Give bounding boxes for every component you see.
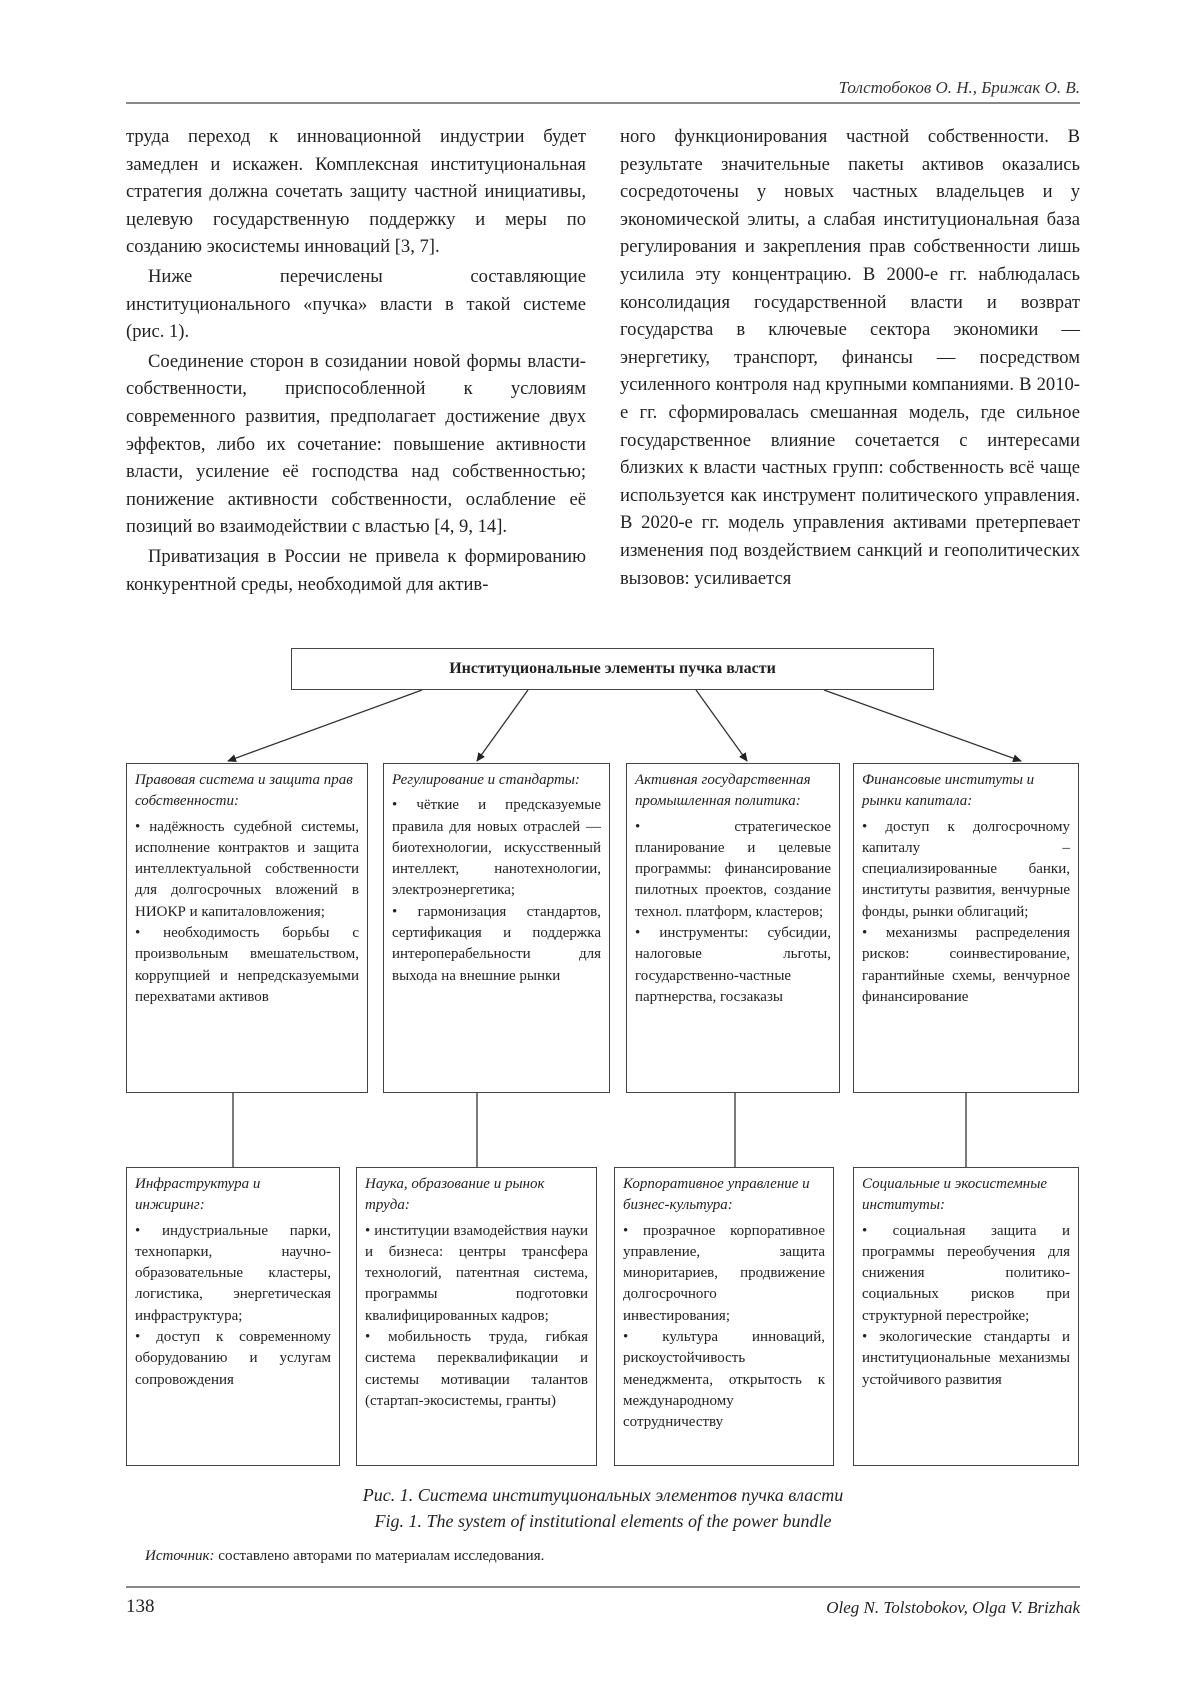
paragraph: Ниже перечислены составляющие институционального «пучка» власти в такой системе (рис. 1).	[126, 265, 586, 343]
element-box-science	[356, 1167, 597, 1466]
box-item: • чёткие и предсказуемые правила для новых отраслей — биотехнологии, искусственный интеллект, нанотехнологии, электроэнергетика;	[392, 795, 601, 901]
box-item: • доступ к современному оборудованию и услугам сопровождения	[135, 1327, 331, 1391]
right-column	[620, 123, 1080, 594]
root-label: Институциональные элементы пучка власти	[449, 660, 776, 677]
box-item: • институции взамодействия науки и бизнеса: центры трансфера технологий, патентная система, программы подготовки квалифицированных кадров;	[365, 1221, 588, 1327]
box-item: • надёжность судебной системы, исполнение контрактов и защита интеллектуальной собственности для долгосрочных вложений в НИОКР и капиталовложения;	[135, 817, 359, 923]
box-title: Социальные и экосистемные институты:	[862, 1176, 1048, 1214]
element-box-legal	[126, 763, 368, 1093]
element-box-finance	[853, 763, 1079, 1093]
element-box-social	[853, 1167, 1079, 1466]
box-item: • культура инноваций, рискоустойчивость менеджмента, открытость к международному сотрудничеству	[623, 1327, 825, 1433]
source-label: Источник:	[145, 1548, 215, 1564]
box-item: • мобильность труда, гибкая система переквалификации и системы мотивации талантов (стартап-экосистемы, гранты)	[365, 1327, 588, 1412]
page-number: 138	[126, 1596, 155, 1617]
arrow-3	[696, 690, 747, 761]
running-header: Толстобоков О. Н., Брижак О. В.	[838, 78, 1080, 97]
paragraph: труда переход к инновационной индустрии будет замедлен и искажен. Комплексная институциональная стратегия должна сочетать защиту частной инициативы, целевую государственную поддержку и меры по созданию экосистемы инноваций [3, 7].	[126, 126, 586, 258]
box-item: • гармонизация стандартов, сертификация и поддержка интероперабельности для выхода на внешние рынки	[392, 902, 601, 987]
arrow-2	[477, 690, 528, 761]
box-title: Инфраструктура и инжиринг:	[135, 1176, 261, 1214]
source-text: составлено авторами по материалам исследования.	[214, 1548, 545, 1564]
box-item: • необходимость борьбы с произвольным вмешательством, коррупцией и непредсказуемыми перехватами активов	[135, 923, 359, 1008]
box-item: • социальная защита и программы переобучения для снижения политико- социальных рисков при структурной перестройке;	[862, 1221, 1070, 1327]
element-box-industrial-policy	[626, 763, 840, 1093]
box-title: Наука, образование и рынок труда:	[365, 1176, 545, 1214]
figure-caption-en: Fig. 1. The system of institutional elements of the power bundle	[374, 1511, 832, 1531]
box-title: Правовая система и защита прав собственности:	[135, 772, 353, 810]
box-item: • экологические стандарты и институциональные механизмы устойчивого развития	[862, 1327, 1070, 1391]
box-title: Активная государственная промышленная политика:	[635, 772, 811, 810]
paragraph: ного функционирования частной собственности. В результате значительные пакеты активов оказались сосредоточены у новых частных владельцев и у экономической элиты, а слабая институциональная база регулирования и закрепления прав собственности лишь усилила эту концентрацию. В 2000-е гг. наблюдалась консолидация государственной власти и возврат государства в ключевые сектора экономики — энергетику, транспорт, финансы — посредством усиленного контроля над крупными компаниями. В 2010-е гг. сформировалась смешанная модель, где сильное государственное влияние сочетается с интересами близких к власти частных групп: собственность всё чаще используется как инструмент политического управления. В 2020-е гг. модель управления активами претерпевает изменения под воздействием санкций и геополитических вызовов: усиливается	[620, 126, 1080, 589]
paragraph: Приватизация в России не привела к формированию конкурентной среды, необходимой для актив-	[126, 545, 586, 595]
box-item: • индустриальные парки, технопарки, научно-образовательные кластеры, логистика, энергетическая инфраструктура;	[135, 1221, 331, 1327]
box-title: Корпоративное управление и бизнес-культура:	[623, 1176, 810, 1214]
box-item: • доступ к долгосрочному капиталу – специализированные банки, институты развития, венчурные фонды, рынки облигаций;	[862, 817, 1070, 923]
footer-authors: Oleg N. Tolstobokov, Olga V. Brizhak	[826, 1598, 1080, 1617]
root-box	[291, 648, 934, 690]
footer-rule	[126, 1586, 1080, 1588]
box-item: • механизмы распределения рисков: соинвестирование, гарантийные схемы, венчурное финансирование	[862, 923, 1070, 1008]
box-title: Финансовые институты и рынки капитала:	[862, 772, 1035, 810]
element-box-regulation	[383, 763, 610, 1093]
arrow-1	[228, 690, 422, 761]
box-item: • прозрачное корпоративное управление, защита миноритариев, продвижение долгосрочного инвестирования;	[623, 1221, 825, 1327]
element-box-infrastructure	[126, 1167, 340, 1466]
paragraph: Соединение сторон в созидании новой формы власти-собственности, приспособленной к условиям современного развития, предполагает достижение двух эффектов, либо их сочетание: повышение активности власти, усиление её господства над собственностью; понижение активности собственности, ослабление её позиций во взаимодействии с властью [4, 9, 14].	[126, 350, 586, 538]
element-box-corporate	[614, 1167, 834, 1466]
box-title: Регулирование и стандарты:	[392, 772, 580, 788]
arrow-4	[824, 690, 1021, 761]
figure-caption-ru: Рис. 1. Система институциональных элементов пучка власти	[362, 1485, 844, 1505]
left-column	[126, 123, 586, 600]
figure-source	[145, 1548, 544, 1565]
box-item: • инструменты: субсидии, налоговые льготы, государственно-частные партнерства, госзаказы	[635, 923, 831, 1008]
box-item: • стратегическое планирование и целевые программы: финансирование пилотных проектов, создание технол. платформ, кластеров;	[635, 817, 831, 923]
header-rule	[126, 102, 1080, 104]
